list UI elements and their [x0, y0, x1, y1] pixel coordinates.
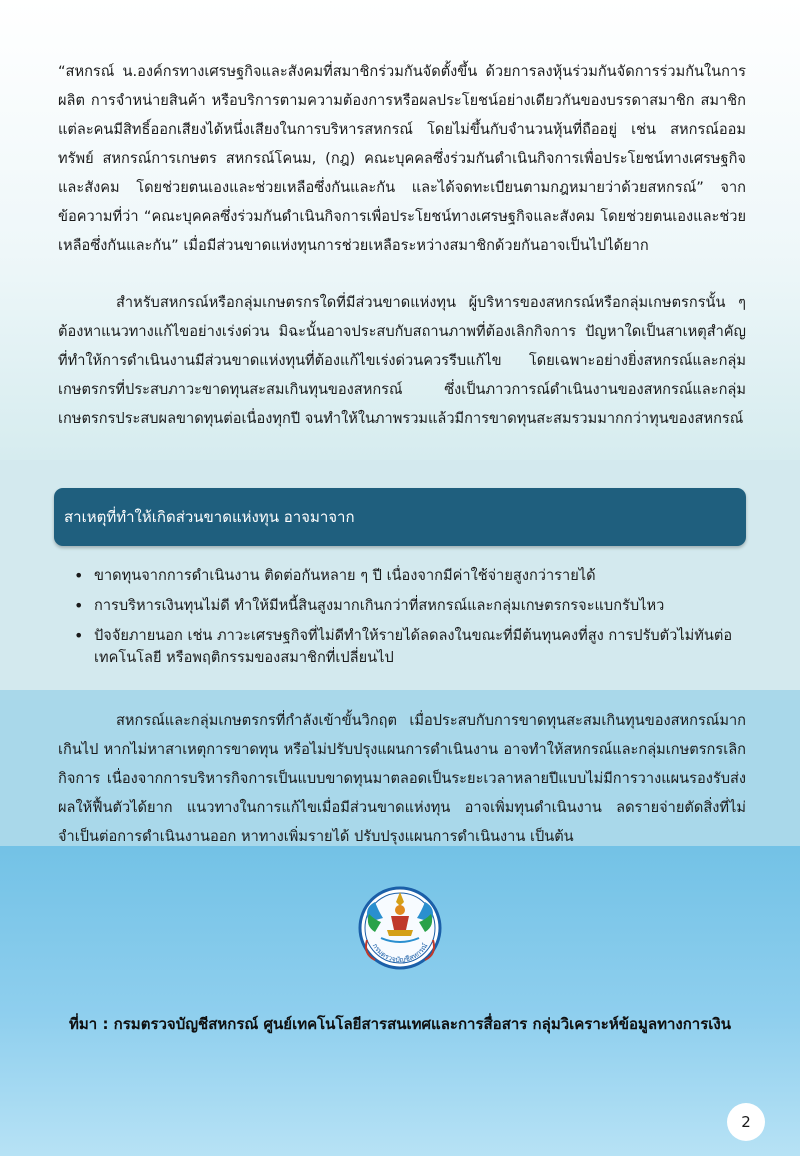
deficit-paragraph: สำหรับสหกรณ์หรือกลุ่มเกษตรกรใดที่มีส่วนขาดแห่งทุน ผู้บริหารของสหกรณ์หรือกลุ่มเกษตรกรนั้น ๆ ต้องหาแนวทางแก้ไขอย่างเร่งด่วน มิฉะนั้นอาจประสบกับสถานภาพที่ต้องเลิกกิจการ ปัญหาใดเป็นสาเหตุสำคัญที่ทำให้การดำเนินงานมีส่วนขาดแห่งทุนที่ต้องแก้ไขเร่งด่วนควรรีบแก้ไข โดยเฉพาะอย่างยิ่งสหกรณ์และกลุ่มเกษตรกรที่ประสบภาวะขาดทุนสะสมเกินทุนของสหกรณ์ ซึ่งเป็นภาวการณ์ดำเนินงานของสหกรณ์และกลุ่มเกษตรกรประสบผลขาดทุนต่อเนื่องทุกปี จนทำให้ในภาพรวมแล้วมีการขาดทุนสะสมรวมมากกว่าทุนของสหกรณ์	[58, 294, 746, 427]
causes-list	[58, 565, 746, 677]
causes-heading-box	[54, 488, 746, 546]
page-number: 2	[727, 1103, 765, 1141]
cause-item: • ขาดทุนจากการดำเนินงาน ติดต่อกันหลาย ๆ ปี เนื่องจากมีค่าใช้จ่ายสูงกว่ารายได้	[58, 565, 746, 587]
cause-item: • การบริหารเงินทุนไม่ดี ทำให้มีหนี้สินสูงมากเกินกว่าที่สหกรณ์และกลุ่มเกษตรกรจะแบกรับไหว	[58, 595, 746, 617]
crisis-paragraph: สหกรณ์และกลุ่มเกษตรกรที่กำลังเข้าขั้นวิกฤต เมื่อประสบกับการขาดทุนสะสมเกินทุนของสหกรณ์มากเกินไป หากไม่หาสาเหตุการขาดทุน หรือไม่ปรับปรุงแผนการดำเนินงาน อาจทำให้สหกรณ์และกลุ่มเกษตรกรเลิกกิจการ เนื่องจากการบริหารกิจการเป็นแบบขาดทุนมาตลอดเป็นระยะเวลาหลายปีแบบไม่มีการวางแผนรองรับส่งผลให้ฟื้นตัวได้ยาก แนวทางในการแก้ไขเมื่อมีส่วนขาดแห่งทุน อาจเพิ่มทุนดำเนินงาน ลดรายจ่ายตัดสิ่งที่ไม่จำเป็นต่อการดำเนินงานออก หาทางเพิ่มรายได้ ปรับปรุงแผนการดำเนินงาน เป็นต้น	[58, 712, 746, 845]
cause-item: • ปัจจัยภายนอก เช่น ภาวะเศรษฐกิจที่ไม่ดีทำให้รายได้ลดลงในขณะที่มีต้นทุนคงที่สูง การปรับตัวไม่ทันต่อเทคโนโลยี หรือพฤติกรรมของสมาชิกที่เปลี่ยนไป	[58, 625, 746, 669]
cooperative-auditing-department-emblem-icon	[357, 880, 443, 976]
intro-paragraph: “สหกรณ์ น.องค์กรทางเศรษฐกิจและสังคมที่สมาชิกร่วมกันจัดตั้งขึ้น ด้วยการลงหุ้นร่วมกันจัดการร่วมกันในการผลิต การจำหน่ายสินค้า หรือบริการตามความต้องการหรือผลประโยชน์อย่างเดียวกันของบรรดาสมาชิก สมาชิกแต่ละคนมีสิทธิ์ออกเสียงได้หนึ่งเสียงในการบริหารสหกรณ์ โดยไม่ขึ้นกับจำนวนหุ้นที่ถืออยู่ เช่น สหกรณ์ออมทรัพย์ สหกรณ์การเกษตร สหกรณ์โคนม, (กฎ) คณะบุคคลซึ่งร่วมกันดำเนินกิจการเพื่อประโยชน์ทางเศรษฐกิจและสังคม โดยช่วยตนเองและช่วยเหลือซึ่งกันและกัน และได้จดทะเบียนตามกฎหมายว่าด้วยสหกรณ์” จากข้อความที่ว่า “คณะบุคคลซึ่งร่วมกันดำเนินกิจการเพื่อประโยชน์ทางเศรษฐกิจและสังคม โดยช่วยตนเองและช่วยเหลือซึ่งกันและกัน” เมื่อมีส่วนขาดแห่งทุนการช่วยเหลือระหว่างสมาชิกด้วยกันอาจเป็นไปได้ยาก	[58, 63, 746, 254]
causes-heading: สาเหตุที่ทำให้เกิดส่วนขาดแห่งทุน อาจมาจาก	[64, 508, 355, 526]
source-line: ที่มา : กรมตรวจบัญชีสหกรณ์ ศูนย์เทคโนโลยีสารสนเทศและการสื่อสาร กลุ่มวิเคราะห์ข้อมูลทางการเงิน	[69, 1015, 731, 1033]
emblem-text: กรมตรวจบัญชีสหกรณ์	[370, 942, 430, 965]
